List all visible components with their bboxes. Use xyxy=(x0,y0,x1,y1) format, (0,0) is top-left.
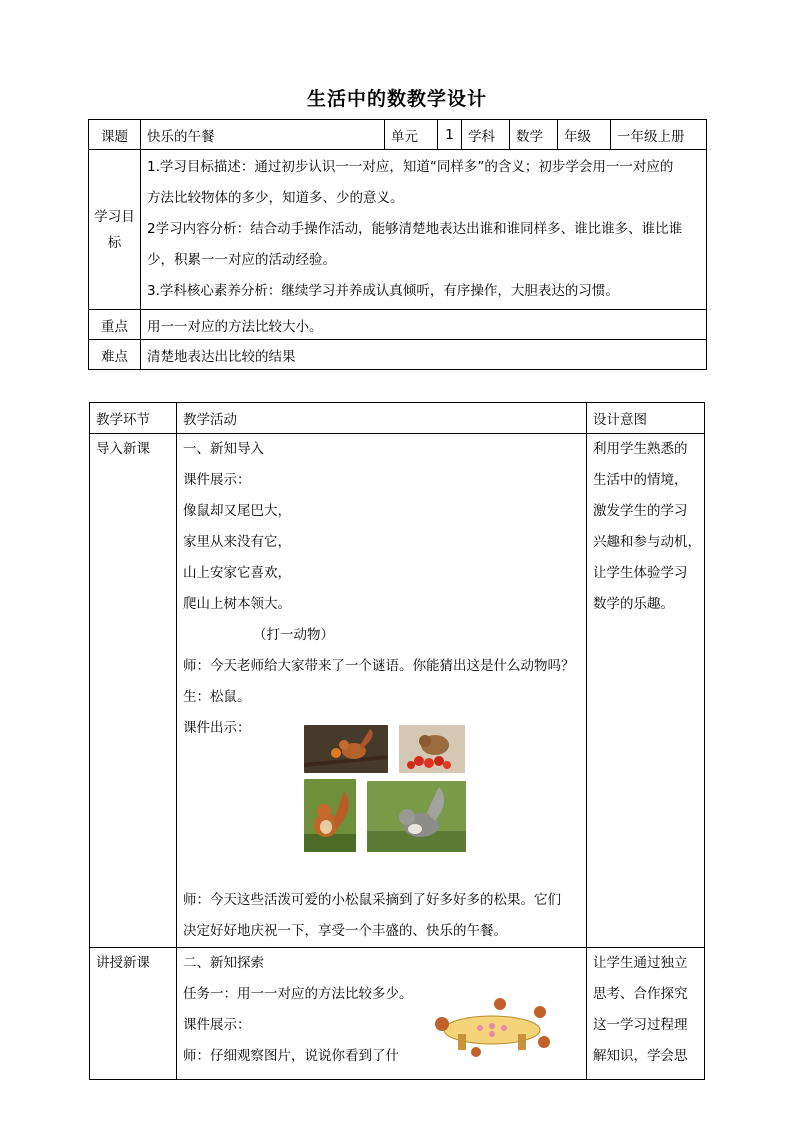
activity-intro xyxy=(177,434,587,948)
subject-value: 数学 xyxy=(510,120,558,150)
intent-line: 兴趣和参与动机， xyxy=(593,534,701,550)
header-stage: 教学环节 xyxy=(90,403,177,434)
activity-line: 课件出示： xyxy=(183,720,251,736)
stage-label: 讲授新课 xyxy=(96,955,150,971)
goals-content xyxy=(141,150,707,310)
key-value: 用一一对应的方法比较大小。 xyxy=(141,310,707,340)
intent-line: 思考、合作探究 xyxy=(593,986,688,1002)
intent-line: 利用学生熟悉的 xyxy=(593,441,688,457)
activity-line: 山上安家它喜欢， xyxy=(183,565,291,581)
activity-line: 师：今天这些活泼可爱的小松鼠采摘到了好多好多的松果。它们 xyxy=(183,892,561,908)
stage-teach xyxy=(90,948,177,1080)
intent-line: 激发学生的学习 xyxy=(593,503,688,519)
goal-line: 1.学习目标描述：通过初步认识一一对应，知道“同样多”的含义；初步学会用一一对应的 xyxy=(147,159,674,175)
unit-value: 1 xyxy=(438,120,462,150)
activity-line: （打一动物） xyxy=(253,627,334,643)
intent-intro xyxy=(587,434,705,948)
squirrel-photo-1 xyxy=(304,725,388,773)
intent-line: 让学生通过独立 xyxy=(593,955,688,971)
squirrel-photo-4 xyxy=(367,781,466,852)
difficulty-label: 难点 xyxy=(89,340,141,370)
activity-line: 决定好好地庆祝一下，享受一个丰盛的、快乐的午餐。 xyxy=(183,923,507,939)
activity-line: 师：今天老师给大家带来了一个谜语。你能猜出这是什么动物吗？ xyxy=(183,658,575,674)
intent-line: 这一学习过程理 xyxy=(593,1017,688,1033)
goal-line: 2学习内容分析：结合动手操作活动，能够清楚地表达出谁和谁同样多、谁比谁多、谁比谁 xyxy=(147,221,683,237)
course-value: 快乐的午餐 xyxy=(141,120,385,150)
header-activity: 教学活动 xyxy=(177,403,587,434)
info-table xyxy=(88,119,707,370)
squirrel-photo-3 xyxy=(304,779,356,852)
activity-line: 课件展示： xyxy=(183,472,251,488)
header-intent: 设计意图 xyxy=(587,403,705,434)
activity-line: 生：松鼠。 xyxy=(183,689,251,705)
unit-label: 单元 xyxy=(385,120,438,150)
activity-line: 像鼠却又尾巴大， xyxy=(183,503,291,519)
squirrel-photo-2 xyxy=(399,725,465,773)
intent-line: 让学生体验学习 xyxy=(593,565,688,581)
goals-label: 学习目标 xyxy=(89,150,141,310)
grade-value: 一年级上册 xyxy=(611,120,707,150)
activity-line: 爬山上树本领大。 xyxy=(183,596,291,612)
intent-line: 数学的乐趣。 xyxy=(593,596,674,612)
goal-line: 方法比较物体的多少，知道多、少的意义。 xyxy=(147,190,404,206)
activity-line: 任务一：用一一对应的方法比较多少。 xyxy=(183,986,413,1002)
stage-intro xyxy=(90,434,177,948)
stage-label: 导入新课 xyxy=(96,441,150,457)
activity-line: 师：仔细观察图片，说说你看到了什 xyxy=(183,1048,399,1064)
page-title: 生活中的数教学设计 xyxy=(306,88,487,110)
difficulty-value: 清楚地表达出比较的结果 xyxy=(141,340,707,370)
goal-line: 3.学科核心素养分析：继续学习并养成认真倾听，有序操作，大胆表达的习惯。 xyxy=(147,283,619,299)
plan-table xyxy=(89,402,705,1080)
activity-line: 二、新知探索 xyxy=(183,955,264,971)
intent-line: 解知识，学会思 xyxy=(593,1048,688,1064)
squirrels-lunch-illustration xyxy=(428,994,556,1058)
goal-line: 少，积累一一对应的活动经验。 xyxy=(147,252,336,268)
subject-label: 学科 xyxy=(462,120,510,150)
activity-line: 家里从来没有它， xyxy=(183,534,291,550)
intent-teach xyxy=(587,948,705,1080)
course-label: 课题 xyxy=(89,120,141,150)
key-label: 重点 xyxy=(89,310,141,340)
intent-line: 生活中的情境， xyxy=(593,472,688,488)
grade-label: 年级 xyxy=(558,120,611,150)
activity-line: 一、新知导入 xyxy=(183,441,264,457)
activity-line: 课件展示： xyxy=(183,1017,251,1033)
